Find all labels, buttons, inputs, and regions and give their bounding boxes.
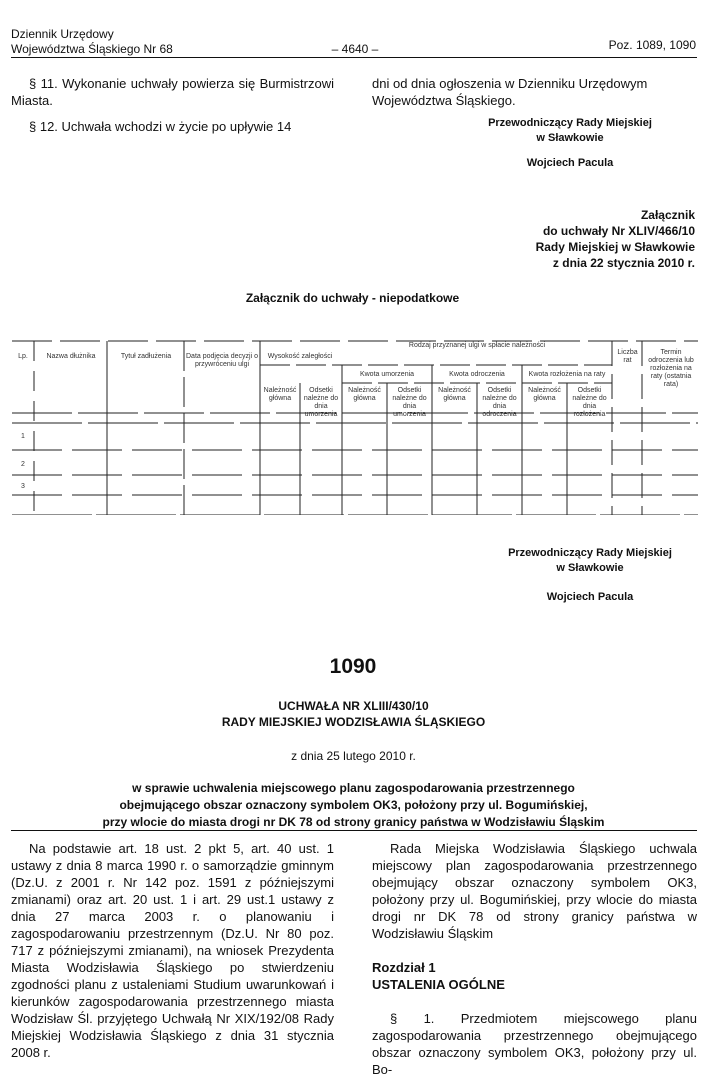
page-number: – 4640 – — [331, 42, 379, 56]
resolution-title — [100, 698, 607, 730]
th-kind: Rodzaj przyznanej ulgi w spłacie należności — [408, 342, 546, 349]
subject-rule — [11, 830, 697, 831]
chapter-number: Rozdział 1 — [372, 960, 436, 975]
th-sub-odsetki-2: Odsetki należne do dnia umorzenia — [392, 387, 427, 418]
th-sub-nalez-4: Należność główna — [528, 387, 561, 402]
paragraph-11 — [11, 75, 334, 135]
journal-line2: Województwa Śląskiego Nr 68 — [11, 42, 173, 56]
th-odroczenie: Kwota odroczenia — [449, 371, 505, 378]
sign2-line2: w Sławkowie — [556, 562, 624, 574]
th-rozlozenie: Kwota rozłożenia na raty — [528, 371, 606, 378]
th-sub-nalez-3: Należność główna — [438, 387, 471, 402]
resolution-date: z dnia 25 lutego 2010 r. — [291, 749, 416, 763]
left-column — [11, 840, 334, 1061]
subject-line2: obejmującego obszar oznaczony symbolem OK3, położony przy ul. Bogumińskiej, — [119, 798, 588, 812]
par11-text: § 11. Wykonanie uchwały powierza się Burmistrzowi Miasta. — [11, 76, 334, 108]
sign2-name: Wojciech Pacula — [546, 591, 634, 603]
th-sub-odsetki-4: Odsetki należne do dnia rozłożenia — [572, 387, 607, 418]
th-date: Data podjęcia decyzji o przywróceniu ulgi — [186, 353, 258, 368]
title-line2: RADY MIEJSKIEJ WODZISŁAWIA ŚLĄSKIEGO — [221, 715, 486, 729]
row-2-lp: 2 — [21, 461, 25, 468]
annex-line1: Załącznik — [640, 208, 695, 222]
th-termin: Termin odroczenia lub rozłożenia na raty (ostatnia rata) — [648, 349, 694, 388]
position-number: Poz. 1089, 1090 — [608, 38, 696, 52]
sign1-line2: w Sławkowie — [536, 132, 604, 144]
signature-block-1 — [470, 116, 670, 171]
journal-title — [11, 27, 173, 57]
th-sub-odsetki-3: Odsetki należne do dnia odroczenia — [482, 387, 517, 418]
th-amount: Wysokość zaległości — [267, 353, 333, 360]
th-liczba-rat: Liczba rat — [617, 349, 638, 364]
paragraph-1: § 1. Przedmiotem miejscowego planu zagospodarowania przestrzennego obejmującego obszar oznaczony symbolem OK3, położony przy ul. Bo- — [372, 1011, 697, 1077]
right-column — [372, 840, 697, 1078]
th-sub-odsetki-1: Odsetki należne do dnia umorzenia — [303, 387, 339, 418]
enactment-text: Rada Miejska Wodzisławia Śląskiego uchwala miejscowy plan zagospodarowania przestrzennego obejmujący obszar oznaczony symbolem OK3, położony przy ul. Bogumińskiej, przy wlocie do miasta drogi nr DK 78 od strony granicy państwa w Wodzisławiu Śląskim — [372, 841, 697, 941]
annex-heading — [420, 207, 695, 271]
annex-line4: z dnia 22 stycznia 2010 r. — [552, 256, 695, 270]
title-line1: UCHWAŁA NR XLIII/430/10 — [278, 699, 429, 713]
annex-title: Załącznik do uchwały - niepodatkowe — [245, 291, 460, 305]
th-lp: Lp. — [18, 353, 28, 360]
sign1-name: Wojciech Pacula — [526, 157, 614, 169]
signature-block-2 — [490, 546, 690, 605]
sign1-line1: Przewodniczący Rady Miejskiej — [488, 117, 652, 129]
th-name: Nazwa dłużnika — [46, 353, 96, 360]
th-sub-nalez-1: Należność główna — [263, 387, 297, 402]
subject-line3: przy wlocie do miasta drogi nr DK 78 od strony granicy państwa w Wodzisławiu Śląskim — [102, 815, 605, 829]
preamble-text: Na podstawie art. 18 ust. 2 pkt 5, art. 40 ust. 1 ustawy z dnia 8 marca 1990 r. o samorządzie gminnym (Dz.U. z 2001 r. Nr 142 poz. 1591 z późniejszymi zmianami) oraz art. 20 ust. 1 i art. 29 ust.1 ustawy z dnia 27 marca 2003 r. o planowaniu i zagospodarowaniu przestrzennym (Dz.U. Nr 80 poz. 717 z późniejszymi zmianami), na wniosek Prezydenta Miasta Wodzisławia Śląskiego po stwierdzeniu zgodności planu z ustaleniami Studium uwarunkowań i kierunków zagospodarowania przestrzennego miasta Wodzisław Śl. przyjętego Uchwałą Nr XIX/192/08 Rady Miejskiej Wodzisławia Śląskiego z dnia 31 stycznia 2008 r. — [11, 841, 334, 1060]
annex-table — [12, 335, 698, 515]
row-1-lp: 1 — [21, 433, 25, 440]
subject-line1: w sprawie uchwalenia miejscowego planu zagospodarowania przestrzennego — [132, 781, 575, 795]
sign2-line1: Przewodniczący Rady Miejskiej — [508, 547, 672, 559]
table-grid — [12, 335, 698, 515]
th-umorzenie: Kwota umorzenia — [359, 371, 415, 378]
par12-continuation: dni od dnia ogłoszenia w Dzienniku Urzędowym Województwa Śląskiego. — [372, 76, 648, 108]
row-3-lp: 3 — [21, 483, 25, 490]
annex-line3: Rady Miejskiej w Sławkowie — [535, 240, 695, 254]
chapter-title: USTALENIA OGÓLNE — [372, 977, 505, 992]
annex-line2: do uchwały Nr XLIV/466/10 — [542, 224, 695, 238]
th-title: Tytuł zadłużenia — [120, 353, 172, 360]
par12-text: § 12. Uchwała wchodzi w życie po upływie 14 — [29, 119, 292, 134]
journal-line1: Dziennik Urzędowy — [11, 27, 114, 41]
resolution-subject — [40, 780, 667, 831]
header-rule — [11, 57, 697, 58]
document-number: 1090 — [329, 655, 377, 678]
th-sub-nalez-2: Należność główna — [348, 387, 381, 402]
